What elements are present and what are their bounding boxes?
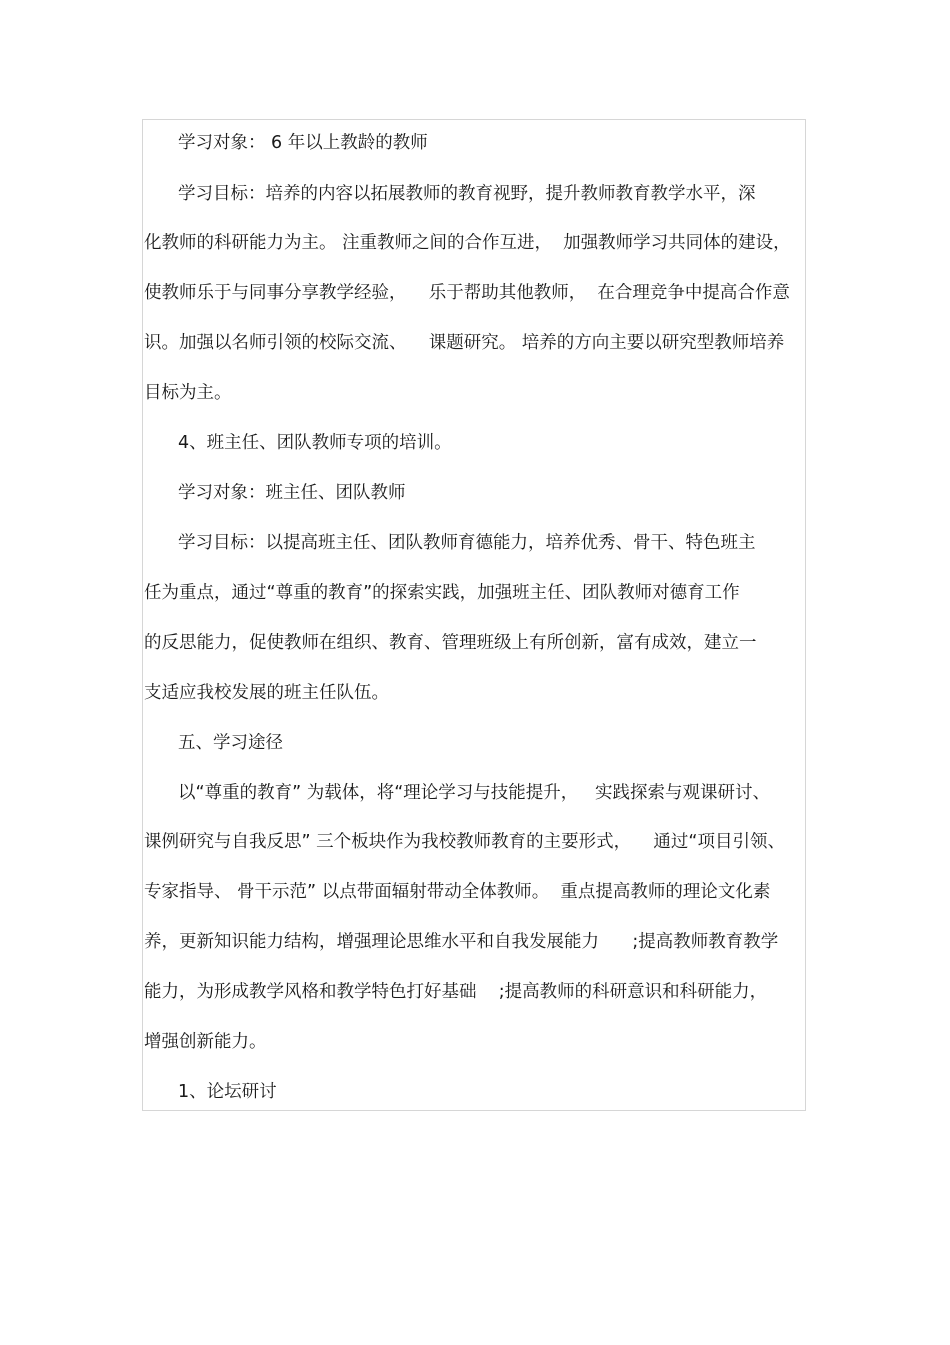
text-line-5: 识。加强以名师引领的校际交流、 课题研究。 培养的方向主要以研究型教师培养 <box>144 333 785 353</box>
text-line-11: 的反思能力，促使教师在组织、教育、管理班级上有所创新，富有成效，建立一 <box>144 633 757 653</box>
text-line-3: 化教师的科研能力为主。 注重教师之间的合作互进， 加强教师学习共同体的建设， <box>144 233 791 253</box>
text-line-14: 以“尊重的教育” 为载体，将“理论学习与技能提升， 实践探索与观课研讨、 <box>178 783 770 803</box>
section-heading-1: 1、论坛研讨 <box>178 1082 277 1102</box>
text-line-2: 学习目标：培养的内容以拓展教师的教育视野，提升教师教育教学水平，深 <box>178 184 756 204</box>
text-line-4: 使教师乐于与同事分享教学经验， 乐于帮助其他教师， 在合理竞争中提高合作意 <box>144 283 790 303</box>
text-line-1: 学习对象： 6 年以上教龄的教师 <box>178 133 428 153</box>
page-frame <box>142 119 806 1111</box>
text-line-19: 增强创新能力。 <box>144 1032 267 1052</box>
text-line-9: 学习目标：以提高班主任、团队教师育德能力，培养优秀、骨干、特色班主 <box>178 533 756 553</box>
section-heading-five: 五、学习途径 <box>178 733 283 753</box>
text-line-8: 学习对象：班主任、团队教师 <box>178 483 406 503</box>
text-line-12: 支适应我校发展的班主任队伍。 <box>144 683 389 703</box>
text-line-10: 任为重点，通过“尊重的教育”的探索实践，加强班主任、团队教师对德育工作 <box>144 583 740 603</box>
section-heading-4: 4、班主任、团队教师专项的培训。 <box>178 433 452 453</box>
text-line-6: 目标为主。 <box>144 383 232 403</box>
text-line-16: 专家指导、 骨干示范” 以点带面辐射带动全体教师。 重点提高教师的理论文化素 <box>144 882 771 902</box>
text-line-15: 课例研究与自我反思” 三个板块作为我校教师教育的主要形式， 通过“项目引领、 <box>144 832 785 852</box>
text-line-18: 能力，为形成教学风格和教学特色打好基础 ;提高教师的科研意识和科研能力， <box>144 982 768 1002</box>
text-line-17: 养，更新知识能力结构，增强理论思维水平和自我发展能力 ;提高教师教育教学 <box>144 932 779 952</box>
